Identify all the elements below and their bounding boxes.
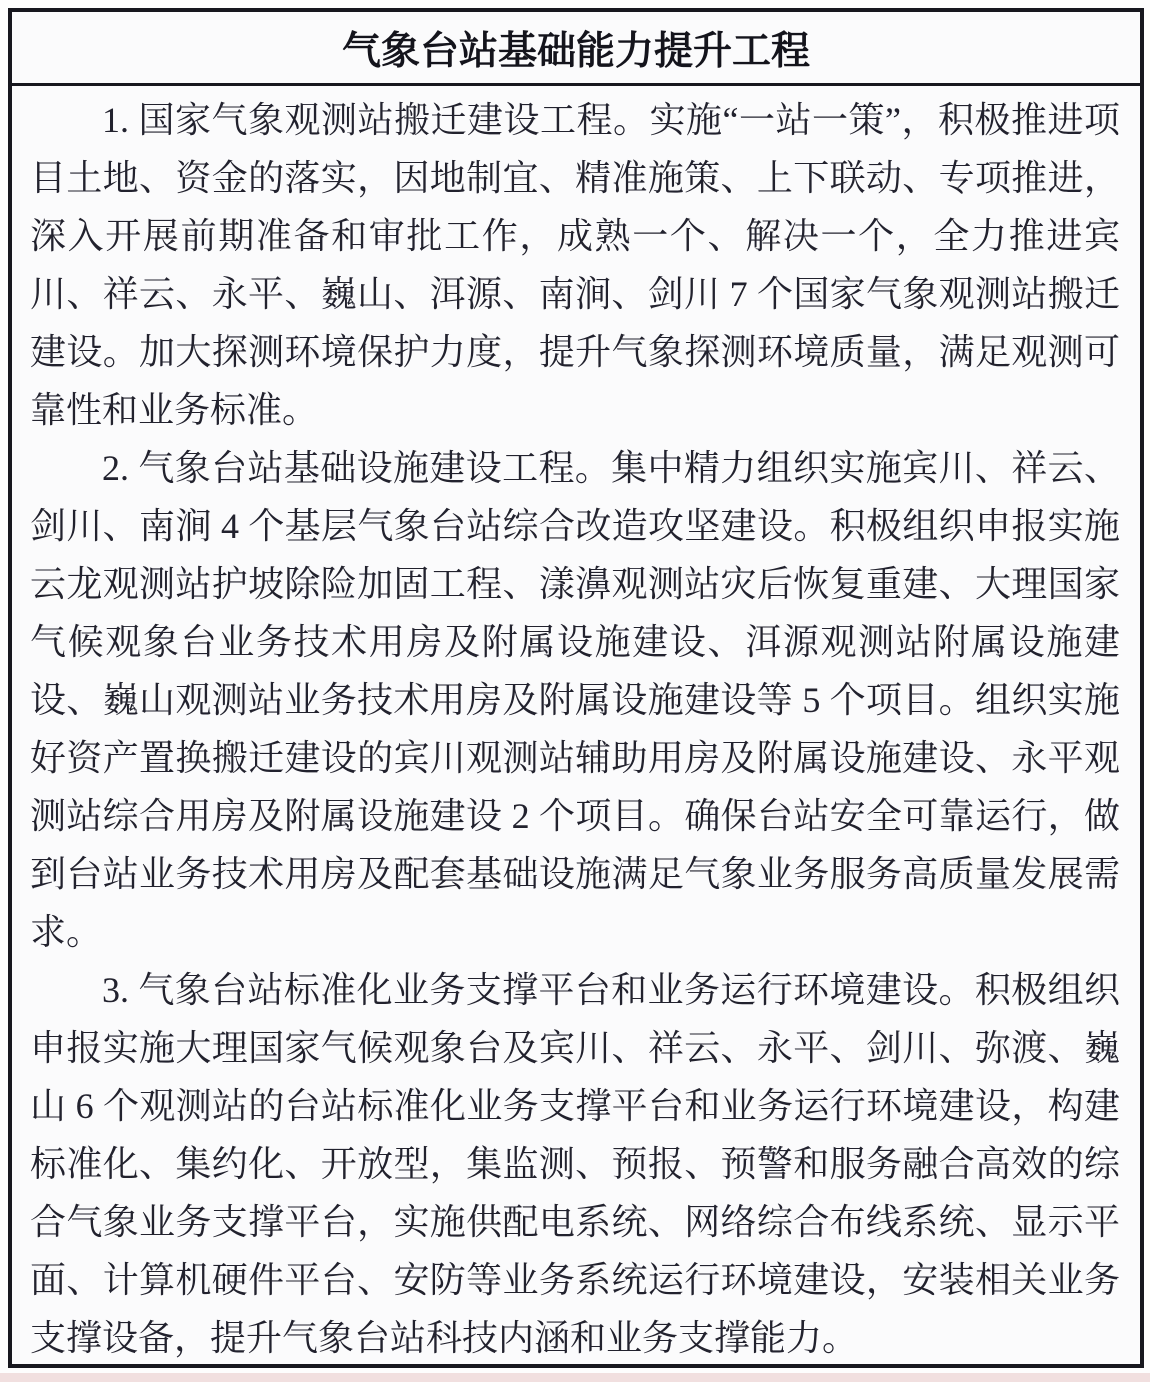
table-title-row: [12, 12, 1140, 86]
document-table: [8, 8, 1144, 1368]
paragraph-1: 1. 国家气象观测站搬迁建设工程。实施“一站一策”，积极推进项目土地、资金的落实，因地制宜、精准施策、上下联动、专项推进，深入开展前期准备和审批工作，成熟一个、解决一个，全力推进宾川、祥云、永平、巍山、洱源、南涧、剑川 7 个国家气象观测站搬迁建设。加大探测环境保护力度，提升气象探测环境质量，满足观测可靠性和业务标准。: [30, 100, 1120, 430]
table-body-cell: [12, 86, 1140, 1364]
paragraph-2: 2. 气象台站基础设施建设工程。集中精力组织实施宾川、祥云、剑川、南涧 4 个基层气象台站综合改造攻坚建设。积极组织申报实施云龙观测站护坡除险加固工程、漾濞观测站灾后恢复重建、大理国家气候观象台业务技术用房及附属设施建设、洱源观测站附属设施建设、巍山观测站业务技术用房及附属设施建设等 5 个项目。组织实施好资产置换搬迁建设的宾川观测站辅助用房及附属设施建设、永平观测站综合用房及附属设施建设 2 个项目。确保台站安全可靠运行，做到台站业务技术用房及配套基础设施满足气象业务服务高质量发展需求。: [30, 448, 1120, 952]
table-title: 气象台站基础能力提升工程: [341, 29, 810, 73]
paragraph-3: 3. 气象台站标准化业务支撑平台和业务运行环境建设。积极组织申报实施大理国家气候观象台及宾川、祥云、永平、剑川、弥渡、巍山 6 个观测站的台站标准化业务支撑平台和业务运行环境建设，构建标准化、集约化、开放型，集监测、预报、预警和服务融合高效的综合气象业务支撑平台，实施供配电系统、网络综合布线系统、显示平面、计算机硬件平台、安防等业务系统运行环境建设，安装相关业务支撑设备，提升气象台站科技内涵和业务支撑能力。: [30, 970, 1120, 1358]
